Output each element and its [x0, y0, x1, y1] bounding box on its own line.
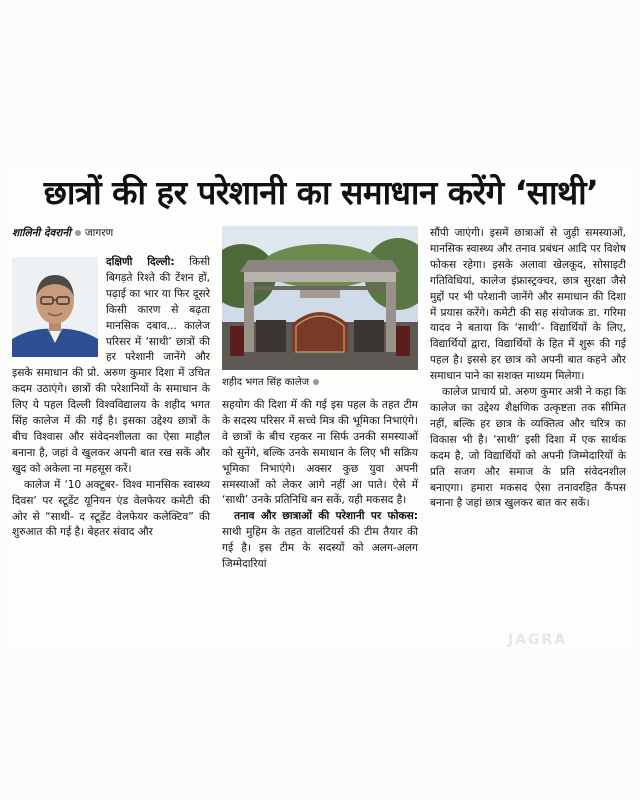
column-2-paragraph: सहयोग की दिशा में की गई इस पहल के तहत टीम के सदस्य परिसर में सच्चे मित्र की भूमिका निभाएंगे। वे छात्रों के बीच रहकर ना सिर्फ उनकी समस्याओं को सुनेंगे, बल्कि उनके समाधान के लिए भी सक्रिय भूमिका निभाएंगे। अक्सर कुछ युवा अपनी समस्याओं को लेकर आगे नहीं आ पाते। ऐसे में ‘साथी’ उनके प्रतिनिधि बन सकें, यही मकसद है।	[222, 399, 418, 507]
column-2	[222, 226, 418, 573]
watermark: JAGRA	[508, 632, 568, 648]
author-name: शालिनी देवरानी	[12, 227, 71, 239]
bullet-icon	[75, 230, 81, 236]
bullet-icon	[313, 379, 319, 385]
portrait-caption: प्रो. अरुण कुमार	[87, 367, 152, 380]
lead-continuation: दिशा में उचित कदम उठाएंगे। छात्रों की परेशानियों के समाधान के लिए ये पहल दिल्ली विश्वविद्यालय के शहीद भगत सिंह कालेज में की गई है। इसका उद्देश्य छात्रों के बीच विश्वास और संवेदनशीलता का ऐसा माहौल बनाना है, जहां वे खुलकर अपनी बात रख सकें और खुद को अकेला ना महसूस करें।	[12, 367, 210, 475]
subhead-text: साथी मुहिम के तहत वालंटियर्स की टीम तैयार की गई है। इस टीम के सदस्यों को अलग-अलग जिम्मेदारियां	[222, 526, 418, 571]
photo-caption-text: शहीद भगत सिंह कालेज	[222, 377, 310, 388]
subhead: तनाव और छात्राओं की परेशानी पर फोकस:	[234, 510, 418, 523]
college-gate-photo	[222, 226, 418, 370]
subhead-paragraph	[222, 509, 418, 573]
source-name: जागरण	[84, 227, 114, 239]
headline: छात्रों की हर परेशानी का समाधान करेंगे ‘साथी’	[43, 173, 599, 212]
column-3-paragraph-2: कालेज प्राचार्य प्रो. अरुण कुमार अत्री ने कहा कि कालेज का उद्देश्य शैक्षणिक उत्कृष्टता तक सीमित नहीं, बल्कि हर छात्र के व्यक्तित्व और चरित्र का विकास भी है। ‘साथी’ इसी दिशा में एक सार्थक कदम है, जो विद्यार्थियों को अपनी जिम्मेदारियों के प्रति सजग और समाज के प्रति संवेदनशील बनाएगा। हमारा मकसद ऐसा तनावरहित कैंपस बनाना है जहां छात्र खुलकर बात कर सकें।	[430, 386, 626, 510]
column-3	[430, 226, 626, 512]
portrait-photo	[12, 257, 98, 357]
paragraph-2: कालेज में ‘10 अक्टूबर- विश्व मानसिक स्वास्थ्य दिवस’ पर स्टूडेंट यूनियन एंड वेलफेयर कमेटी की ओर से “साथी- द स्टूडेंट वेलफेयर कलेक्टिव” की शुरुआत की गई है। बेहतर संवाद और	[12, 478, 210, 539]
column-1	[12, 226, 210, 541]
lead-text: किसी बिगड़ते रिश्ते की टेंशन हों, पढ़ाई का भार या फिर दूसरे किसी कारण से बढ़ता मानसिक दबाव... कालेज परिसर में ‘साथी’ छात्रों की हर परेशानी जानेंगे और इसके समाधान की	[12, 256, 210, 380]
lead-paragraph	[12, 255, 210, 478]
dateline: दक्षिणी दिल्ली:	[106, 256, 175, 268]
photo-caption	[222, 374, 418, 392]
byline	[12, 226, 210, 241]
column-3-paragraph-1: सौंपी जाएंगी। इसमें छात्राओं से जुड़ी समस्याओं, मानसिक स्वास्थ्य और तनाव प्रबंधन आदि पर विशेष फोकस रहेगा। इसके अलावा खेलकूद, सोसाइटी गतिविधियां, कालेज इंफ्रास्ट्रक्चर, छात्र सुरक्षा जैसे मुद्दों पर भी परेशानी जानेंगे और समाधान की दिशा में प्रयास करेंगे। कमेटी की सह संयोजक डा. गरिमा यादव ने बताया कि ‘साथी’- विद्यार्थियों के लिए, विद्यार्थियों द्वारा, विद्यार्थियों के हित में शुरू की गई पहल है। इससे हर छात्र को अपनी बात कहने और समाधान पाने का सशक्त माध्यम मिलेगा।	[430, 227, 626, 383]
